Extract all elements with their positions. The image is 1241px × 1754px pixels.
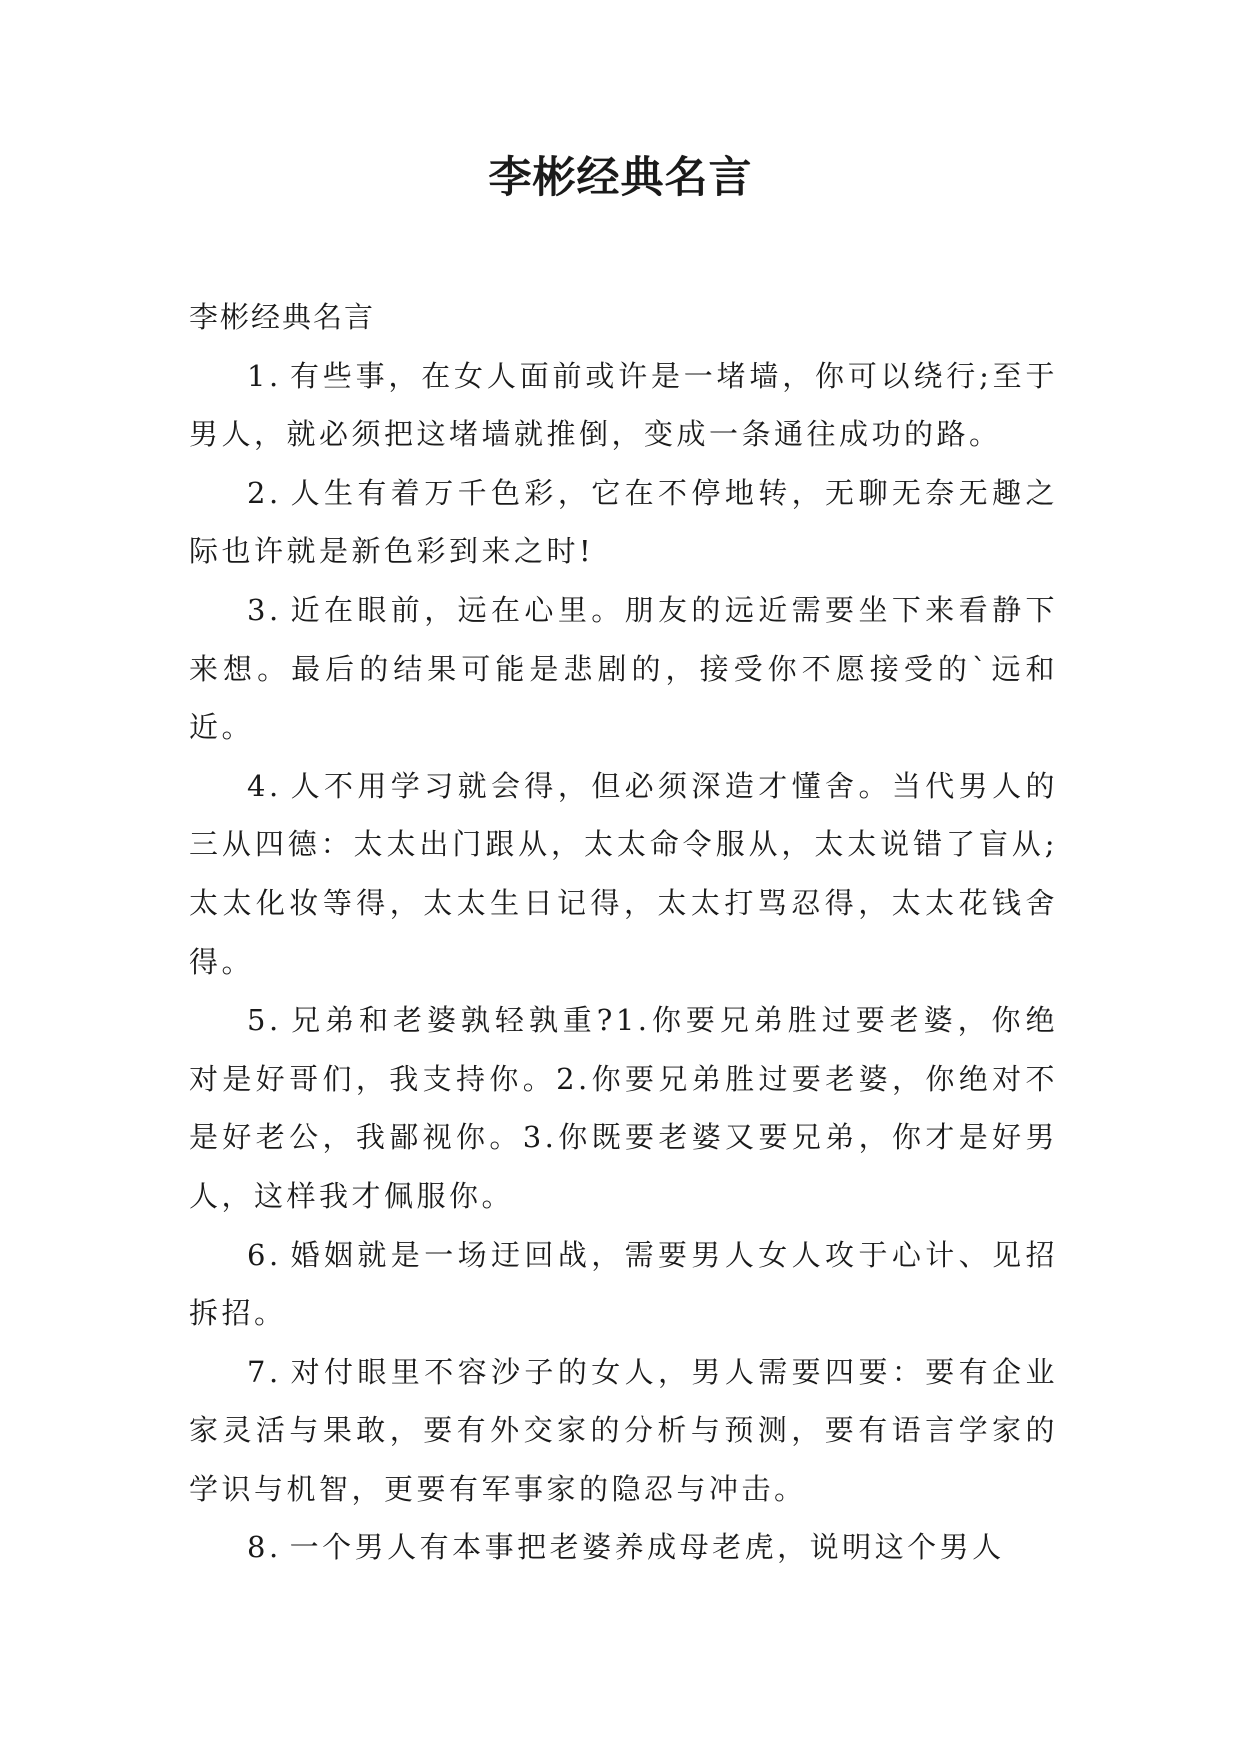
quote-paragraph [189,991,1058,1225]
quote-number: 4. [247,768,282,803]
quote-text: 一个男人有本事把老婆养成母老虎，说明这个男人 [289,1530,1005,1565]
quote-paragraph [189,1518,1058,1577]
quote-number: 7. [247,1354,282,1389]
document-title: 李彬经典名言 [488,153,753,203]
quote-paragraph [189,1343,1058,1519]
quote-number: 2. [247,475,282,510]
quote-paragraph [189,464,1058,581]
quote-number: 1. [247,358,282,393]
quote-number: 6. [247,1237,282,1272]
quote-paragraph [189,1226,1058,1343]
quote-text: 兄弟和老婆孰轻孰重?1.你要兄弟胜过要老婆，你绝对是好哥们，我支持你。2.你要兄弟胜过要老婆，你绝对不是好老公，我鄙视你。3.你既要老婆又要兄弟，你才是好男人，这样我才佩服你。 [189,1003,1058,1213]
document-subtitle: 李彬经典名言 [189,300,376,334]
quote-text: 婚姻就是一场迂回战，需要男人女人攻于心计、见招拆招。 [189,1237,1058,1331]
quote-text: 对付眼里不容沙子的女人，男人需要四要：要有企业家灵活与果敢，要有外交家的分析与预测，要有语言学家的学识与机智，更要有军事家的隐忍与冲击。 [189,1354,1058,1506]
quote-paragraph [189,757,1058,991]
quote-text: 有些事，在女人面前或许是一堵墙，你可以绕行;至于男人，就必须把这堵墙就推倒，变成一条通往成功的路。 [189,358,1058,452]
quote-text: 近在眼前，远在心里。朋友的远近需要坐下来看静下来想。最后的结果可能是悲剧的，接受你不愿接受的`远和近。 [189,592,1058,745]
document-body [189,288,1058,1577]
quote-number: 8. [247,1530,282,1565]
quote-paragraph [189,581,1058,757]
quote-text: 人不用学习就会得，但必须深造才懂舍。当代男人的三从四德：太太出门跟从，太太命令服从，太太说错了盲从;太太化妆等得，太太生日记得，太太打骂忍得，太太花钱舍得。 [189,768,1058,979]
quote-paragraph [189,347,1058,464]
quote-number: 3. [247,592,282,627]
quote-text: 人生有着万千色彩，它在不停地转，无聊无奈无趣之际也许就是新色彩到来之时! [189,475,1058,569]
quote-number: 5. [247,1003,282,1038]
